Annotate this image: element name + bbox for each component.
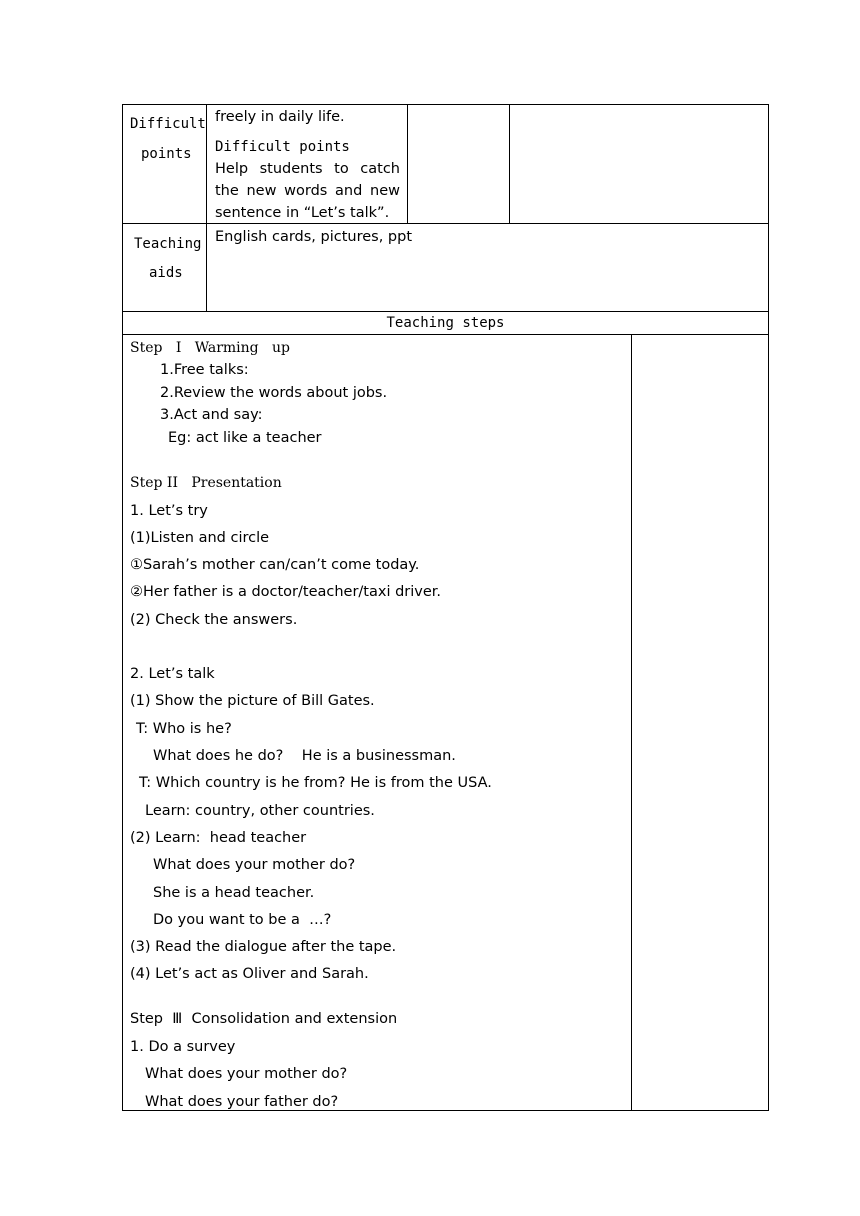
step2-title: Step II Presentation xyxy=(130,475,282,491)
difficult-points-line-1: freely in daily life. xyxy=(215,109,345,125)
step2-line: (1) Show the picture of Bill Gates. xyxy=(130,693,375,709)
step2-line: (2) Learn: head teacher xyxy=(130,830,307,846)
step2-line: Learn: country, other countries. xyxy=(145,803,375,819)
difficult-points-line-2: Help students to catch xyxy=(215,161,400,177)
table-border-left xyxy=(122,104,123,1111)
difficult-points-line-3: the new words and new xyxy=(215,183,400,199)
difficult-points-label-2: points xyxy=(141,146,192,162)
step3-line: What does your mother do? xyxy=(145,1066,348,1082)
teaching-aids-content: English cards, pictures, ppt xyxy=(215,229,413,245)
teaching-aids-label-2: aids xyxy=(149,265,183,281)
step1-title: Step I Warming up xyxy=(130,340,290,356)
step1-item-1: 1.Free talks: xyxy=(160,362,249,378)
step2-line: ①Sarah’s mother can/can’t come today. xyxy=(130,557,420,573)
step3-title: Step Ⅲ Consolidation and extension xyxy=(130,1011,398,1027)
step2-line: (3) Read the dialogue after the tape. xyxy=(130,939,397,955)
difficult-points-label-1: Difficult xyxy=(130,116,206,132)
steps-notes-divider xyxy=(631,334,632,1111)
table-border-right xyxy=(768,104,769,1111)
step2-line: T: Who is he? xyxy=(136,721,232,737)
step1-item-4: Eg: act like a teacher xyxy=(168,430,322,446)
step3-line: What does your father do? xyxy=(145,1094,339,1110)
label-column-divider xyxy=(206,104,207,312)
step2-line: She is a head teacher. xyxy=(153,885,315,901)
column-divider-3 xyxy=(407,104,408,224)
difficult-points-heading: Difficult points xyxy=(215,139,350,155)
table-border-top xyxy=(122,104,769,105)
column-divider-4 xyxy=(509,104,510,224)
step2-line: Do you want to be a …? xyxy=(153,912,332,928)
step2-line: (2) Check the answers. xyxy=(130,612,298,628)
step2-line: (4) Let’s act as Oliver and Sarah. xyxy=(130,966,369,982)
row-divider-3 xyxy=(122,334,769,335)
step2-line: T: Which country is he from? He is from the USA. xyxy=(139,775,492,791)
step3-line: 1. Do a survey xyxy=(130,1039,236,1055)
step2-line: 1. Let’s try xyxy=(130,503,208,519)
step2-line: (1)Listen and circle xyxy=(130,530,270,546)
step2-line: 2. Let’s talk xyxy=(130,666,215,682)
teaching-aids-label-1: Teaching xyxy=(134,236,202,252)
step2-line: ②Her father is a doctor/teacher/taxi driver. xyxy=(130,584,442,600)
row-divider-1 xyxy=(122,223,769,224)
teaching-steps-header: Teaching steps xyxy=(386,315,505,331)
step2-line: What does your mother do? xyxy=(153,857,356,873)
step1-item-3: 3.Act and say: xyxy=(160,407,263,423)
step2-line: What does he do? He is a businessman. xyxy=(153,748,456,764)
difficult-points-line-4: sentence in “Let’s talk”. xyxy=(215,205,390,221)
step1-item-2: 2.Review the words about jobs. xyxy=(160,385,388,401)
row-divider-2 xyxy=(122,311,769,312)
